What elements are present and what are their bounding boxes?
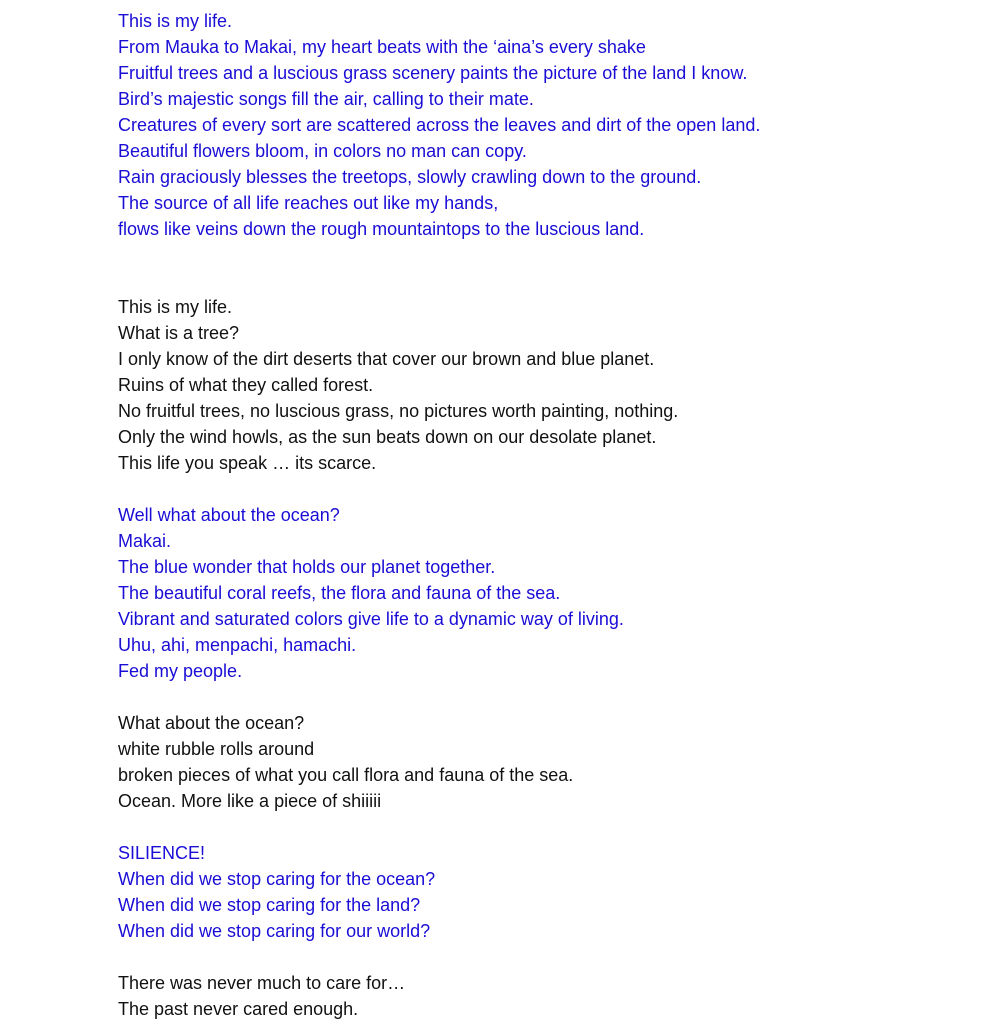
poem-line: Fed my people. — [118, 661, 243, 681]
poem-line: What is a tree? — [118, 323, 240, 343]
poem-line: The source of all life reaches out like my hands, — [118, 193, 499, 213]
stanza-3 — [118, 502, 978, 684]
poem-line: The blue wonder that holds our planet together. — [118, 557, 496, 577]
stanza-1 — [118, 8, 978, 242]
poem-line: Creatures of every sort are scattered across the leaves and dirt of the open land. — [118, 115, 761, 135]
stanza-2 — [118, 294, 978, 476]
stanza-4 — [118, 710, 978, 814]
poem-line: Fruitful trees and a luscious grass scenery paints the picture of the land I know. — [118, 63, 748, 83]
poem-line: broken pieces of what you call flora and fauna of the sea. — [118, 765, 574, 785]
poem-line: No fruitful trees, no luscious grass, no pictures worth painting, nothing. — [118, 401, 679, 421]
poem-line: This is my life. — [118, 11, 233, 31]
poem-line: Beautiful flowers bloom, in colors no man can copy. — [118, 141, 527, 161]
poem-line: When did we stop caring for our world? — [118, 921, 431, 941]
stanza-spacer — [118, 814, 978, 840]
poem-body — [118, 8, 978, 1022]
stanza-6 — [118, 970, 978, 1022]
poem-line: Ruins of what they called forest. — [118, 375, 374, 395]
poem-line: I only know of the dirt deserts that cover our brown and blue planet. — [118, 349, 655, 369]
poem-line: The beautiful coral reefs, the flora and fauna of the sea. — [118, 583, 561, 603]
poem-line: This is my life. — [118, 297, 233, 317]
poem-line: flows like veins down the rough mountaintops to the luscious land. — [118, 219, 645, 239]
stanza-spacer — [118, 242, 978, 294]
poem-line: This life you speak … its scarce. — [118, 453, 377, 473]
poem-line: Rain graciously blesses the treetops, slowly crawling down to the ground. — [118, 167, 702, 187]
poem-line: When did we stop caring for the ocean? — [118, 869, 436, 889]
poem-line: Bird’s majestic songs fill the air, calling to their mate. — [118, 89, 534, 109]
poem-line: The past never cared enough. — [118, 999, 359, 1019]
poem-line: From Mauka to Makai, my heart beats with the ‘aina’s every shake — [118, 37, 646, 57]
poem-line: Makai. — [118, 531, 172, 551]
poem-line: Only the wind howls, as the sun beats down on our desolate planet. — [118, 427, 657, 447]
stanza-spacer — [118, 684, 978, 710]
poem-line: There was never much to care for… — [118, 973, 406, 993]
stanza-spacer — [118, 476, 978, 502]
stanza-spacer — [118, 944, 978, 970]
poem-line: When did we stop caring for the land? — [118, 895, 421, 915]
poem-line: Uhu, ahi, menpachi, hamachi. — [118, 635, 357, 655]
poem-line: Ocean. More like a piece of shiiiii — [118, 791, 382, 811]
poem-line: What about the ocean? — [118, 713, 305, 733]
stanza-5 — [118, 840, 978, 944]
poem-line: Well what about the ocean? — [118, 505, 340, 525]
poem-line: SILIENCE! — [118, 843, 206, 863]
poem-line: white rubble rolls around — [118, 739, 315, 759]
poem-line: Vibrant and saturated colors give life to a dynamic way of living. — [118, 609, 624, 629]
